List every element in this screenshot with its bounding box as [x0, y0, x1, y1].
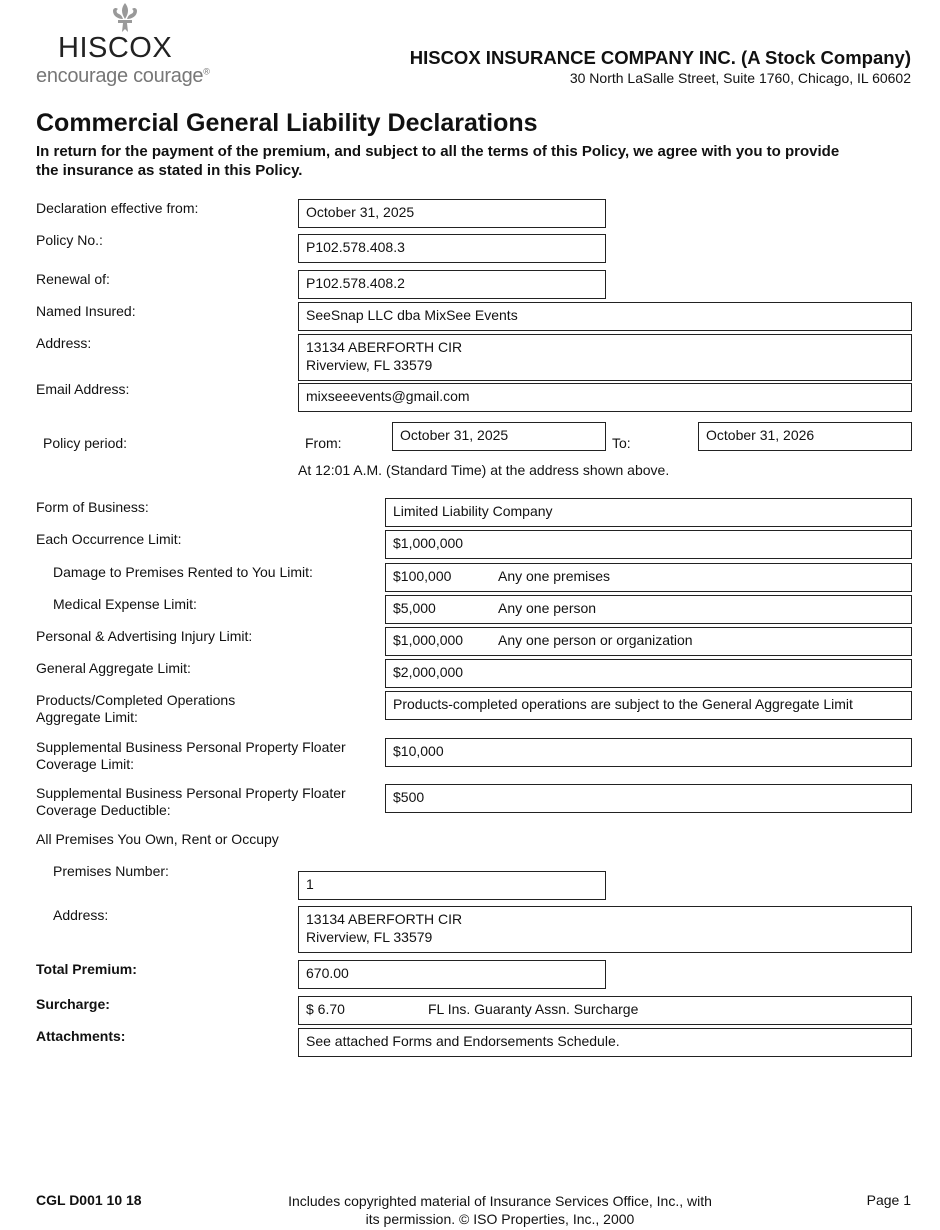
named-insured-field: SeeSnap LLC dba MixSee Events: [298, 302, 912, 331]
email-label: Email Address:: [36, 381, 130, 397]
surcharge-note: FL Ins. Guaranty Assn. Surcharge: [428, 1001, 639, 1017]
floater-limit-label-line-2: Coverage Limit:: [36, 756, 135, 772]
surcharge-value: $ 6.70: [306, 1001, 345, 1017]
floater-deductible-field: $500: [385, 784, 912, 813]
floater-limit-field: $10,000: [385, 738, 912, 767]
copyright-line-2: its permission. © ISO Properties, Inc., 2000: [365, 1211, 635, 1227]
medical-label: Medical Expense Limit:: [53, 596, 197, 612]
premises-number-label: Premises Number:: [53, 863, 169, 879]
registered-mark: ®: [203, 66, 210, 77]
premises-heading: All Premises You Own, Rent or Occupy: [36, 831, 279, 847]
address-line-2: Riverview, FL 33579: [306, 357, 433, 373]
brand-name: HISCOX: [58, 32, 173, 64]
occurrence-field: $1,000,000: [385, 530, 912, 559]
brand-tagline: [36, 65, 210, 88]
products-label: [36, 692, 235, 726]
page-title: Commercial General Liability Declarations: [36, 109, 538, 137]
brand-logo: [36, 0, 226, 90]
medical-note: Any one person: [498, 600, 597, 616]
company-address: 30 North LaSalle Street, Suite 1760, Chicago, IL 60602: [569, 70, 911, 86]
copyright-line-1: Includes copyrighted material of Insurance Services Office, Inc., with: [288, 1193, 712, 1209]
named-insured-label: Named Insured:: [36, 303, 136, 319]
personal-injury-note: Any one person or organization: [498, 632, 693, 648]
policy-period-label: Policy period:: [43, 435, 128, 451]
floater-deductible-label: [36, 785, 346, 819]
form-code: CGL D001 10 18: [36, 1192, 142, 1208]
email-field: mixseeevents@gmail.com: [298, 383, 912, 412]
general-aggregate-label: General Aggregate Limit:: [36, 660, 191, 676]
personal-injury-value: $1,000,000: [393, 632, 464, 648]
renewal-label: Renewal of:: [36, 271, 110, 287]
floater-limit-label: [36, 739, 346, 773]
medical-value: $5,000: [393, 600, 436, 616]
form-of-business-label: Form of Business:: [36, 499, 149, 515]
damage-premises-value: $100,000: [393, 568, 452, 584]
renewal-field: P102.578.408.2: [298, 270, 606, 299]
to-label: To:: [612, 435, 631, 451]
premises-address-line-2: Riverview, FL 33579: [306, 929, 433, 945]
policy-no-label: Policy No.:: [36, 232, 103, 248]
surcharge-label: Surcharge:: [36, 996, 110, 1012]
address-label: Address:: [36, 335, 92, 351]
occurrence-label: Each Occurrence Limit:: [36, 531, 182, 547]
floater-limit-label-line-1: Supplemental Business Personal Property Floater: [36, 739, 346, 755]
personal-injury-field: [385, 627, 912, 656]
floater-deductible-label-line-2: Coverage Deductible:: [36, 802, 171, 818]
damage-premises-field: [385, 563, 912, 592]
total-premium-field: 670.00: [298, 960, 606, 989]
attachments-field: See attached Forms and Endorsements Schedule.: [298, 1028, 912, 1057]
attachments-label: Attachments:: [36, 1028, 126, 1044]
effective-field: October 31, 2025: [298, 199, 606, 228]
premises-address-label: Address:: [53, 907, 109, 923]
surcharge-field: [298, 996, 912, 1025]
general-aggregate-field: $2,000,000: [385, 659, 912, 688]
fleur-de-lis-icon: [110, 2, 140, 34]
personal-injury-label: Personal & Advertising Injury Limit:: [36, 628, 253, 644]
premises-number-field: 1: [298, 871, 606, 900]
address-field: [298, 334, 912, 381]
products-label-line-2: Aggregate Limit:: [36, 709, 138, 725]
damage-premises-label: Damage to Premises Rented to You Limit:: [53, 564, 313, 580]
products-field: Products-completed operations are subject to the General Aggregate Limit: [385, 691, 912, 720]
copyright-notice: [230, 1192, 770, 1228]
time-note: At 12:01 A.M. (Standard Time) at the address shown above.: [298, 462, 670, 478]
policy-no-field: P102.578.408.3: [298, 234, 606, 263]
intro-line-1: In return for the payment of the premium, and subject to all the terms of this Policy, we agree with you to provide: [36, 143, 840, 160]
brand-tagline-text: encourage courage: [36, 65, 204, 87]
medical-field: [385, 595, 912, 624]
effective-label: Declaration effective from:: [36, 200, 199, 216]
company-name: HISCOX INSURANCE COMPANY INC. (A Stock Company): [409, 47, 911, 68]
floater-deductible-label-line-1: Supplemental Business Personal Property Floater: [36, 785, 346, 801]
page-number: Page 1: [866, 1192, 911, 1208]
from-field: October 31, 2025: [392, 422, 606, 451]
products-label-line-1: Products/Completed Operations: [36, 692, 236, 708]
premises-address-line-1: 13134 ABERFORTH CIR: [306, 911, 463, 927]
total-premium-label: Total Premium:: [36, 961, 137, 977]
address-line-1: 13134 ABERFORTH CIR: [306, 339, 463, 355]
to-field: October 31, 2026: [698, 422, 912, 451]
intro-line-2: the insurance as stated in this Policy.: [36, 162, 303, 179]
premises-address-field: [298, 906, 912, 953]
damage-premises-note: Any one premises: [498, 568, 611, 584]
from-label: From:: [305, 435, 342, 451]
form-of-business-field: Limited Liability Company: [385, 498, 912, 527]
